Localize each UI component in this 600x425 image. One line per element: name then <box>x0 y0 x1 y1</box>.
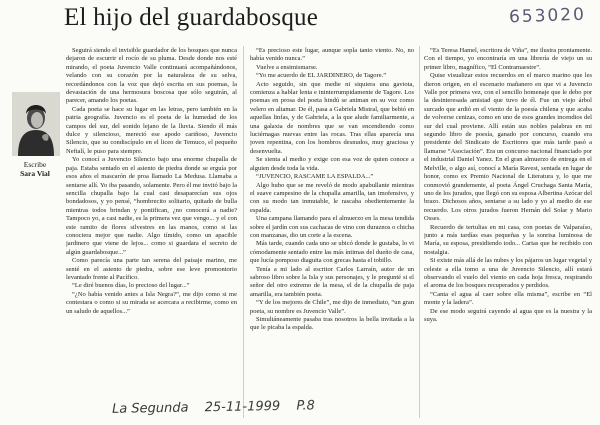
article-column-2 <box>250 47 414 419</box>
article-paragraph: “Le diré buenos días, lo precioso del lugar...” <box>72 282 190 290</box>
byline <box>8 160 62 178</box>
handwritten-catalog-number: 653020 <box>508 4 587 28</box>
article-paragraph: “Y de los mejores de Chile”, me dijo de inmediato, “un gran poeta, su nombre es Juvencio Valle”. <box>250 299 414 315</box>
article-paragraph: “Es precioso este lugar, aunque sopla tanto viento. No, no había venido nunca.” <box>250 47 414 63</box>
article-title: El hijo del guardabosque <box>64 4 319 31</box>
column-divider <box>243 46 244 418</box>
article-paragraph: “Es Teresa Hamel, escritora de Viña”, me ilustra prontamente. Con el tiempo, yo encontraría en una librería de viejo un su primer libro, magnífico, “El Contramaestre”. <box>424 47 592 71</box>
source-name: La Segunda <box>111 400 189 417</box>
article-paragraph: Se sienta al medio y exige con esa voz de quien conoce a alguien desde toda la vida. <box>250 156 414 172</box>
article-paragraph: Seguirá siendo el invisible guardador de los bosques que nunca dejaron de escurrir el rocío de su pluma. Desde donde nos esté mirando, el poeta Juvencio Valle continuará acompañándonos, velando con su corazón por la naturaleza de su selva, recordándonos con la voz que dejó escrita en sus poemas, la devastación de una hermosura boscosa que sólo seguirán, al parecer, amando los poetas. <box>66 47 237 105</box>
article-paragraph: Simultáneamente pasaba tras nosotros la bella invitada a la que le picaba la espalda. <box>250 316 414 332</box>
article-paragraph: Más tarde, cuando cada uno se ubicó donde le gustaba, lo vi cómodamente sentado entre las más íntimas del dueño de casa, que lucía pomposo diaguita con grecas hasta el tobillo. <box>250 240 414 265</box>
byline-prefix: Escribe <box>23 160 47 169</box>
article-paragraph: “Canta el agua al caer sobre ella misma”, escribe en “El monte y la ladera”. <box>424 290 592 307</box>
author-photo <box>12 92 60 156</box>
article-paragraph: Tenía a mi lado al escritor Carlos Larraín, autor de un sabroso libro sobre la Isla y sus personajes, y le pregunté si el señor del otro extremo de la mesa, el de la chupalla de paja amarilla, era también poeta. <box>250 265 414 298</box>
article-paragraph: Quise visualizar estos recuerdos en el marco marino que les dieron origen, en el escenario mañanero en que vi a Juvencio Valle por primera vez, con el sencillo homenaje que le debo por la desinteresada amistad que tuvo de él. Fue un viejo árbol surcado que ardió en el viento de la poesía chilena y que acaba de volverse cenizas, como en uno de esos grandes incendios del sur del cual proviene. Allí están sus nobles palabras en mi segundo libro de poesía, ganado por concurso, cuando era presidente del Sindicato de Escritores que más tarde pasó a llamarse “Asociación”. Era un concurso nacional financiado por el industrial Daniel Yanez. En el gran almuerzo de entrega en el Melville, o algo así, conocí a María Ravest, sentada en lugar de honor, como ex Premio Nacional de Literatura y, lo que me conmovió grandemente, al poeta Ángel Cruchaga Santa María, uno de los jurados, que llegó con su esposa Albertina Azócar del brazo. Dichosos años, sentarse a su lado y yo al medio de ese recuerdo. Los otros jurados fueron Hernán del Solar y Mario Osses. <box>424 72 592 223</box>
byline-author: Sara Vial <box>20 169 50 178</box>
article-column-3 <box>424 47 592 419</box>
article-paragraph: Acto seguido, sin que medie ni siquiera una gaviota, comienza a hablar lenta e ininterrumpidamente de Tagore. Los poemas en prosa del poeta hindú se animan en su voz como velero en altamar. De él, pasa a Gabriela Mistral, que bebió en aquellas linfas, y de Gabriela, a la que alude familiarmente, a una galaxia de nombres que se van encendiendo como luciérnagas nuevas entre las rocas. Tras ellas aparecía una joven repentina, con los hombros desnudos, muy graciosa y desenvuelta. <box>250 80 414 155</box>
article-paragraph: Algo hubo que se me reveló de modo apabullante mientras el suave campesino de la chupalla amarilla, tan imofensivo, y con su modo tan inmutable, le rascaba obedientemente la espalda. <box>250 181 414 214</box>
clipping-date: 25-11-1999 <box>204 398 281 416</box>
column-divider <box>419 46 420 418</box>
article-paragraph: Cada poeta se hace su lugar en las letras, pero también en la patria geografía. Juvencio es el poeta de la humedad de los campos del sur, del sonido lejano de la lluvia. Siendo él más dulce y silencioso, mereció ese apodo cariñoso, Juvencio Silencio, que su condiscípulo en el liceo de Temuco, el pequeño Neftalí, le puso para siempre. <box>66 105 237 155</box>
page-number: P.8 <box>296 398 315 414</box>
article-paragraph: “JUVENCIO, RASCAME LA ESPALDA...” <box>256 173 374 181</box>
article-paragraph: Recuerdo de tertulias en mi casa, con poetas de Valparaíso, junto a más tardías esas pequeñas y la sonrisa luminosa de María, su esposa, presidiendo todo... Cartas que he recibido con nostalgia. <box>424 223 592 256</box>
article-paragraph: Como parecía una parte tan serena del paisaje marino, me senté en el asiento de piedra, sobre ese leve promontorio levantado frente al Pacífico. <box>66 257 237 281</box>
author-portrait-image <box>12 92 60 156</box>
article-paragraph: Vuelve a ensimismarse. <box>256 63 318 71</box>
article-paragraph: De ese modo seguirá cayendo al agua que es la nuestra y la suya. <box>424 307 592 323</box>
article-paragraph: Una campana llamando para el almuerzo en la mesa tendida sobre el jardín con sus cachacas de vino con duraznos o chicha con manzanas, dio un corte a la escena. <box>250 215 414 239</box>
article-paragraph: “Yo me acuerdo de EL JARDINERO, de Tagore.” <box>256 72 387 80</box>
article-paragraph: Yo conocí a Juvencio Silencio bajo una enorme chupalla de paja. Estaba sentado en el asiento de piedra donde se erguía por esos años el mascarón de proa llamado La Medusa. Llamaba a sentarse allí. Yo iba pasando, solamente. Pero él me invitó bajo la sencilla chupalla bajo la cual casi desaparecían sus ojos bondadosos, y yo pensé, “hombrecito solitario, quitado de bulla mientras todos brindan y pontifican, ¿no conocerá a nadie? Tampoco yo, a casi nadie, es la primera vez que vengo... y el con este ramito de flores silvestres en las manos, como si las conociera mejor que nadie. Algo tímido, como un apacible jardinero que viene de lejos... como si guardara el secreto de algún guardabosque...” <box>66 156 237 256</box>
article-paragraph: “¿No había venido antes a Isla Negra?”, me dijo como si me contestara o como si su mirada se acercara a recibirme, como en un saludo de aquellos...” <box>66 290 237 315</box>
article-column-1 <box>66 47 237 419</box>
article-paragraph: Si existe más allá de las nubes y los pájaros un lugar vegetal y celeste a ella tomo a una de Juvencio Silencio, allí estará observando el vuelo del viento en cada hoja fresca, respirando el aroma de los bosques recuperados y perdidos. <box>424 257 592 290</box>
